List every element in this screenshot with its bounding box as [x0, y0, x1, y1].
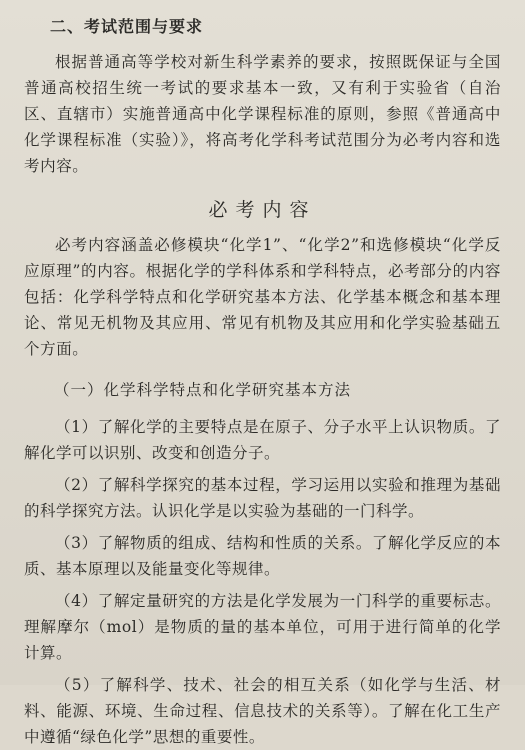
list-item-1: （1）了解化学的主要特点是在原子、分子水平上认识物质。了解化学可以识别、改变和创造分子。 [24, 418, 501, 462]
list-item-2: （2）了解科学探究的基本过程，学习运用以实验和推理为基础的科学探究方法。认识化学是以实验为基础的一门科学。 [24, 476, 501, 520]
list-item-4: （4）了解定量研究的方法是化学发展为一门科学的重要标志。理解摩尔（mol）是物质的量的基本单位，可用于进行简单的化学计算。 [24, 592, 501, 662]
sub-heading: （一）化学科学特点和化学研究基本方法 [54, 381, 352, 399]
list-item-5: （5）了解科学、技术、社会的相互关系（如化学与生活、材料、能源、环境、生命过程、信息技术的关系等）。了解在化工生产中遵循“绿色化学”思想的重要性。 [24, 676, 501, 746]
section-heading: 二、考试范围与要求 [50, 17, 204, 36]
intro-paragraph: 根据普通高等学校对新生科学素养的要求，按照既保证与全国普通高校招生统一考试的要求基本一致，又有利于实验省（自治区、直辖市）实施普通高中化学课程标准的原则，参照《普通高中化学课程标准（实验）》，将高考化学科考试范围分为必考内容和选考内容。 [24, 53, 501, 175]
center-title: 必考内容 [208, 199, 317, 221]
required-content-paragraph: 必考内容涵盖必修模块“化学1”、“化学2”和选修模块“化学反应原理”的内容。根据化学的学科体系和学科特点，必考部分的内容包括：化学科学特点和化学研究基本方法、化学基本概念和基本理论、常见无机物及其应用、常见有机物及其应用和化学实验基础五个方面。 [24, 236, 501, 358]
list-item-3: （3）了解物质的组成、结构和性质的关系。了解化学反应的本质、基本原理以及能量变化等规律。 [24, 534, 501, 578]
